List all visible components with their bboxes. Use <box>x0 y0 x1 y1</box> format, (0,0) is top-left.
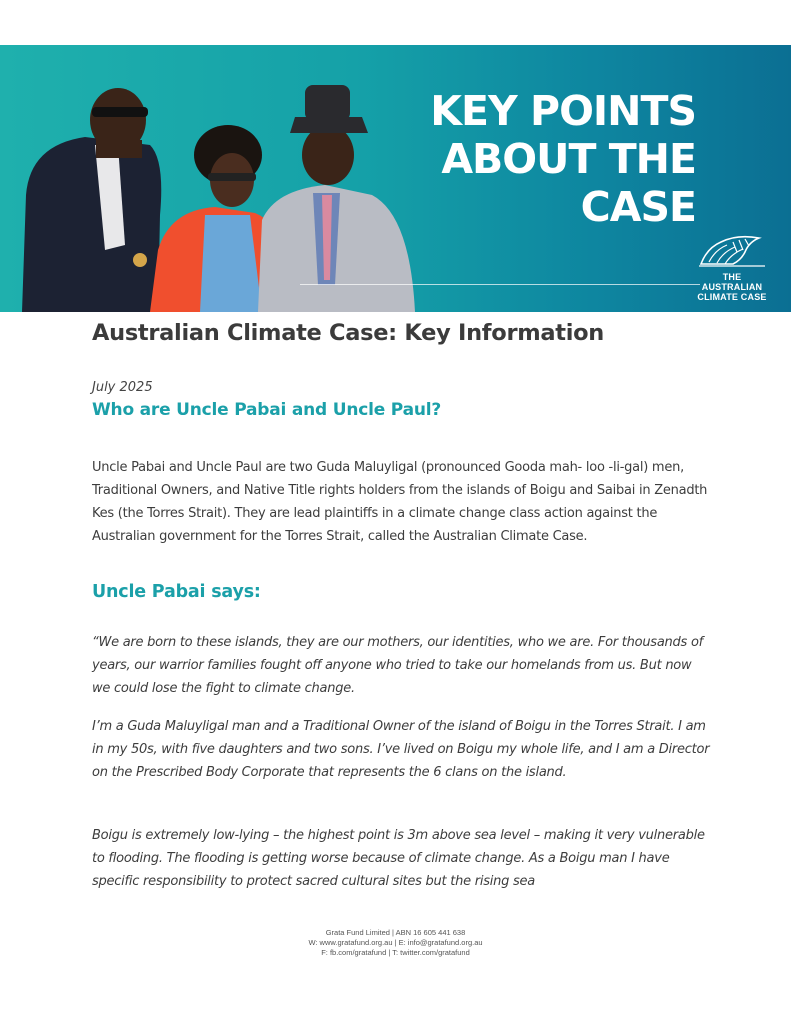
logo-text-line1: THE AUSTRALIAN <box>701 272 763 292</box>
banner-title-line2: ABOUT THE <box>441 135 696 183</box>
banner-title <box>430 87 696 231</box>
australian-climate-case-logo <box>692 230 772 302</box>
person-right <box>258 85 415 312</box>
footer-line-social: F: fb.com/gratafund | T: twitter.com/gratafund <box>321 948 470 957</box>
plaintiffs-photo <box>0 45 440 312</box>
section-heading-pabai-says: Uncle Pabai says: <box>92 582 261 602</box>
banner-divider <box>300 284 700 285</box>
section-body-who: Uncle Pabai and Uncle Paul are two Guda Maluyligal (pronounced Gooda mah- loo -li-gal) men, Traditional Owners, and Native Title rights holders from the islands of Boigu and Saibai in Zenadth Kes (the Torres Strait). They are lead plaintiffs in a climate change class action against the Australian government for the Torres Strait, called the Australian Climate Case. <box>92 460 708 544</box>
footer-line-web-email: W: www.gratafund.org.au | E: info@gratafund.org.au <box>308 938 483 947</box>
logo-text-line2: CLIMATE CASE <box>697 292 767 302</box>
document-date: July 2025 <box>92 380 153 395</box>
quote-paragraph-1: “We are born to these islands, they are our mothers, our identities, who we are. For thousands of years, our warrior families fought off anyone who tried to take our homelands from us. But now we could lose the fight to climate change. <box>92 635 703 696</box>
document-title: Australian Climate Case: Key Information <box>92 320 605 346</box>
section-heading-who: Who are Uncle Pabai and Uncle Paul? <box>92 400 442 420</box>
banner-title-line3: CASE <box>580 183 696 231</box>
quote-paragraph-2: I’m a Guda Maluyligal man and a Traditional Owner of the island of Boigu in the Torres Strait. I am in my 50s, with five daughters and two sons. I’ve lived on Boigu my whole life, and I am a Director on the Prescribed Body Corporate that represents the 6 clans on the island. <box>92 719 710 780</box>
quote-paragraph-3: Boigu is extremely low-lying – the highest point is 3m above sea level – making it very vulnerable to flooding. The flooding is getting worse because of climate change. As a Boigu man I have specific responsibility to protect sacred cultural sites but the rising sea <box>92 828 705 889</box>
banner-title-line1: KEY POINTS <box>430 87 696 135</box>
wave-logo-icon <box>697 230 767 268</box>
header-banner <box>0 45 791 312</box>
person-left <box>22 88 161 312</box>
footer-line-company: Grata Fund Limited | ABN 16 605 441 638 <box>325 928 466 937</box>
page-footer <box>0 928 791 958</box>
